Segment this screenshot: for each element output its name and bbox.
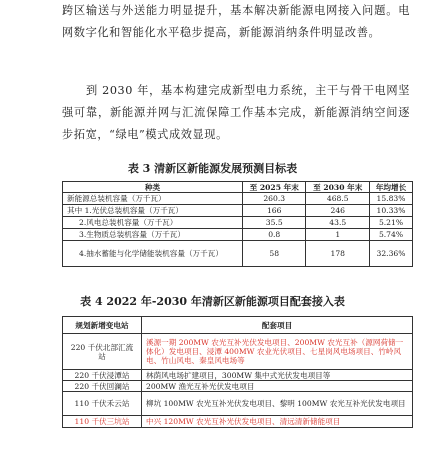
station-cell: 110 千伏三坑站 (63, 416, 142, 428)
project-cell: 柳坑 100MW 农光互补光伏发电项目、黎明 100MW 农光互补光伏发电项目 (142, 392, 413, 416)
table-cell: 43.5 (306, 217, 370, 229)
table3-caption: 表 3 清新区新能源发展预测目标表 (127, 162, 298, 175)
project-cell: 中兴 120MW 农光互补光伏发电项目、清远清新储能项目 (142, 416, 413, 428)
table-row (63, 416, 413, 428)
table-cell: 新能源总装机容量（万千瓦） (63, 193, 243, 205)
station-cell: 220 千伏北部汇流站 (63, 334, 142, 370)
table4-caption: 表 4 2022 年-2030 年清新区新能源项目配套接入表 (80, 295, 345, 308)
table-cell: 其中 1.光伏总装机容量（万千瓦） (63, 205, 243, 217)
table-cell: 10.33% (370, 205, 413, 217)
table-header-cell: 种类 (63, 182, 243, 193)
table-row (63, 205, 413, 217)
table-row (63, 381, 413, 392)
project-cell: 溪源一期 200MW 农光互补光伏发电项目、200MW 农光互补（源网荷储一体化）发电项目、浸潭 400MW 农业光伏项目、七星岗风电场项目、竹岭风电、竹山风电、秦皇风电场等 (142, 334, 413, 370)
table-row (63, 370, 413, 381)
table3 (62, 181, 413, 267)
table-header-cell: 至 2025 年末 (242, 182, 306, 193)
table-cell: 2.风电总装机容量（万千瓦） (63, 217, 243, 229)
table-header-cell: 规划新增变电站 (63, 317, 142, 334)
table-row (63, 392, 413, 416)
table-header-cell: 至 2030 年末 (306, 182, 370, 193)
table-header-row (63, 317, 413, 334)
table-cell: 166 (242, 205, 306, 217)
station-cell: 110 千伏禾云站 (63, 392, 142, 416)
table-cell: 3.生物质总装机容量（万千瓦） (63, 229, 243, 241)
table4 (62, 316, 413, 428)
table-cell: 260.3 (242, 193, 306, 205)
table-cell: 468.5 (306, 193, 370, 205)
project-cell: 200MW 渔光互补光伏发电项目 (142, 381, 413, 392)
table-row (63, 229, 413, 241)
table-cell: 15.83% (370, 193, 413, 205)
table-cell: 1 (306, 229, 370, 241)
table-header-cell: 配套项目 (142, 317, 413, 334)
paragraph-2: 到 2030 年，基本构建完成新型电力系统，主干与骨干电网坚强可靠，新能源并网与汇流保障工作基本完成，新能源消纳空间逐步拓宽，“绿电”模式成效显现。 (62, 84, 410, 141)
table-header-cell: 年均增长 (370, 182, 413, 193)
station-cell: 220 千伏浸潭站 (63, 370, 142, 381)
table-header-row (63, 182, 413, 193)
table-cell: 35.5 (242, 217, 306, 229)
project-cell: 林荫风电场扩建项目，300MW 集中式光伏发电项目等 (142, 370, 413, 381)
station-cell: 220 千伏回澜站 (63, 381, 142, 392)
paragraph-1: 跨区输送与外送能力明显提升，基本解决新能源电网接入问题。电网数字化和智能化水平稳步提高，新能源消纳条件明显改善。 (62, 4, 410, 39)
table-cell: 178 (306, 241, 370, 267)
table-row (63, 241, 413, 267)
table-row (63, 193, 413, 205)
table-row (63, 217, 413, 229)
table-row (63, 334, 413, 370)
table-cell: 5.74% (370, 229, 413, 241)
table-cell: 0.8 (242, 229, 306, 241)
table-cell: 5.21% (370, 217, 413, 229)
table-cell: 246 (306, 205, 370, 217)
table-cell: 4.抽水蓄能与化学储能装机容量（万千瓦） (63, 241, 243, 267)
table-cell: 32.36% (370, 241, 413, 267)
table-cell: 58 (242, 241, 306, 267)
